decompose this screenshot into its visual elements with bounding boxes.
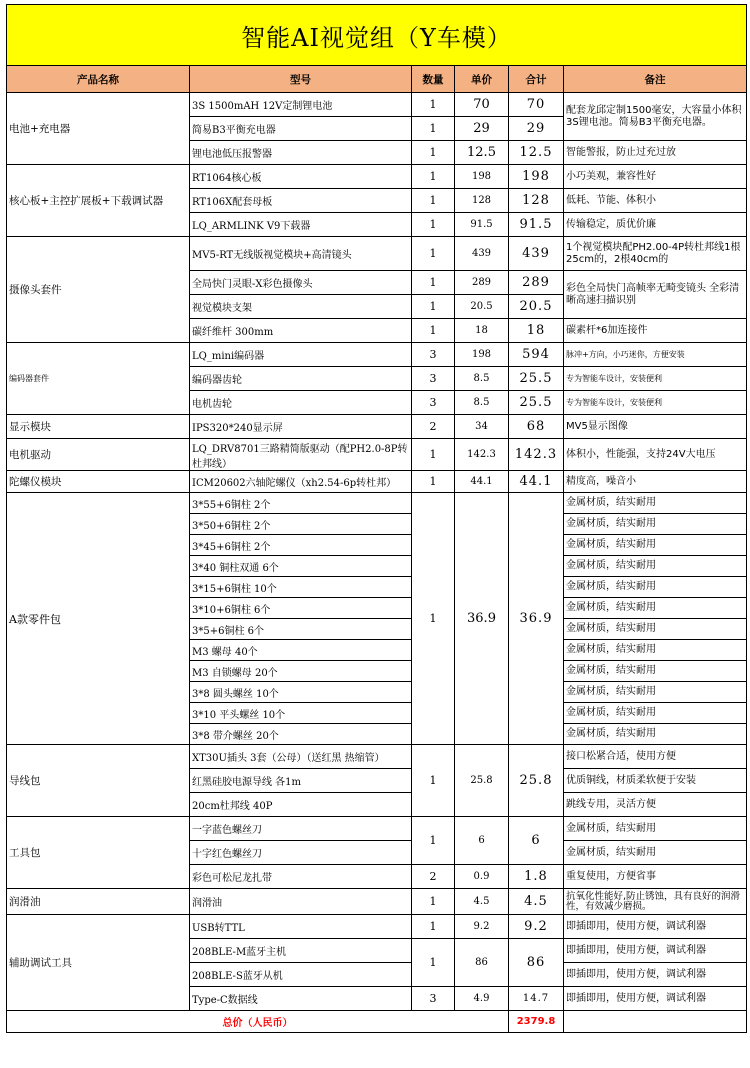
total-cell: 29 bbox=[509, 117, 564, 141]
total-row bbox=[7, 1011, 747, 1033]
model-cell: M3 自锁螺母 20个 bbox=[190, 661, 412, 682]
total-cell: 128 bbox=[509, 189, 564, 213]
total-cell: 68 bbox=[509, 415, 564, 439]
price-cell: 198 bbox=[455, 165, 509, 189]
model-cell: 红黑硅胶电源导线 各1m bbox=[190, 769, 412, 793]
total-cell: 25.5 bbox=[509, 367, 564, 391]
note-cell: 即插即用，使用方便，调试利器 bbox=[564, 915, 747, 939]
qty-cell: 1 bbox=[412, 295, 455, 319]
qty-cell: 1 bbox=[412, 93, 455, 117]
total-cell: 12.5 bbox=[509, 141, 564, 165]
price-cell: 128 bbox=[455, 189, 509, 213]
total-cell: 14.7 bbox=[509, 987, 564, 1011]
total-cell: 36.9 bbox=[509, 493, 564, 745]
model-cell: 3*10+6铜柱 6个 bbox=[190, 598, 412, 619]
note-cell: 金属材质，结实耐用 bbox=[564, 556, 747, 577]
table-row bbox=[7, 165, 747, 189]
total-cell: 1.8 bbox=[509, 865, 564, 889]
table-row bbox=[7, 439, 747, 471]
model-cell: LQ_ARMLINK V9下载器 bbox=[190, 213, 412, 237]
note-cell: 金属材质，结实耐用 bbox=[564, 817, 747, 841]
model-cell: 十字红色螺丝刀 bbox=[190, 841, 412, 865]
note-cell: 金属材质，结实耐用 bbox=[564, 493, 747, 514]
model-cell: MV5-RT无线版视觉模块+高清镜头 bbox=[190, 237, 412, 271]
grand-total: 2379.8 bbox=[509, 1011, 564, 1033]
table-row bbox=[7, 471, 747, 493]
total-cell: 25.5 bbox=[509, 391, 564, 415]
total-cell: 9.2 bbox=[509, 915, 564, 939]
total-cell: 91.5 bbox=[509, 213, 564, 237]
model-cell: LQ_mini编码器 bbox=[190, 343, 412, 367]
total-cell: 198 bbox=[509, 165, 564, 189]
note-cell: 1个视觉模块配PH2.00-4P转杜邦线1根25cm的，2根40cm的 bbox=[564, 237, 747, 271]
price-cell: 0.9 bbox=[455, 865, 509, 889]
qty-cell: 1 bbox=[412, 939, 455, 987]
col-header-note: 备注 bbox=[564, 66, 747, 93]
qty-cell: 1 bbox=[412, 471, 455, 493]
price-cell: 25.8 bbox=[455, 745, 509, 817]
page-title: 智能AI视觉组（Y车模） bbox=[7, 5, 747, 66]
model-cell: Type-C数据线 bbox=[190, 987, 412, 1011]
model-cell: 碳纤维杆 300mm bbox=[190, 319, 412, 343]
note-cell: 彩色全局快门高帧率无畸变镜头 全彩清晰高速扫描识别 bbox=[564, 271, 747, 319]
qty-cell: 1 bbox=[412, 915, 455, 939]
qty-cell: 2 bbox=[412, 865, 455, 889]
note-cell: 体积小，性能强，支持24V大电压 bbox=[564, 439, 747, 471]
note-cell: 金属材质，结实耐用 bbox=[564, 661, 747, 682]
product-name: 工具包 bbox=[7, 817, 190, 889]
table-row bbox=[7, 415, 747, 439]
model-cell: 锂电池低压报警器 bbox=[190, 141, 412, 165]
model-cell: 3*8 圆头螺丝 10个 bbox=[190, 682, 412, 703]
header-row bbox=[7, 66, 747, 93]
col-header-price: 单价 bbox=[455, 66, 509, 93]
price-cell: 44.1 bbox=[455, 471, 509, 493]
qty-cell: 1 bbox=[412, 319, 455, 343]
product-name: 润滑油 bbox=[7, 889, 190, 915]
model-cell: M3 螺母 40个 bbox=[190, 640, 412, 661]
qty-cell: 1 bbox=[412, 117, 455, 141]
note-cell: 专为智能车设计，安装便利 bbox=[564, 367, 747, 391]
note-cell: MV5显示图像 bbox=[564, 415, 747, 439]
model-cell: 3*8 带介螺丝 20个 bbox=[190, 724, 412, 745]
price-cell: 9.2 bbox=[455, 915, 509, 939]
product-name: 摄像头套件 bbox=[7, 237, 190, 343]
qty-cell: 1 bbox=[412, 745, 455, 817]
total-cell: 44.1 bbox=[509, 471, 564, 493]
model-cell: 彩色可松尼龙扎带 bbox=[190, 865, 412, 889]
price-cell: 439 bbox=[455, 237, 509, 271]
qty-cell: 1 bbox=[412, 493, 455, 745]
model-cell: 3*15+6铜柱 10个 bbox=[190, 577, 412, 598]
price-cell: 198 bbox=[455, 343, 509, 367]
model-cell: 3*10 平头螺丝 10个 bbox=[190, 703, 412, 724]
note-cell: 配套龙邱定制1500毫安，大容量小体积3S锂电池。简易B3平衡充电器。 bbox=[564, 93, 747, 141]
col-header-model: 型号 bbox=[190, 66, 412, 93]
note-cell: 金属材质，结实耐用 bbox=[564, 703, 747, 724]
model-cell: 208BLE-S蓝牙从机 bbox=[190, 963, 412, 987]
price-cell: 29 bbox=[455, 117, 509, 141]
note-cell: 金属材质，结实耐用 bbox=[564, 619, 747, 640]
qty-cell: 2 bbox=[412, 415, 455, 439]
product-name: 电机驱动 bbox=[7, 439, 190, 471]
note-cell: 重复使用，方便省事 bbox=[564, 865, 747, 889]
price-cell: 4.9 bbox=[455, 987, 509, 1011]
qty-cell: 3 bbox=[412, 367, 455, 391]
price-cell: 91.5 bbox=[455, 213, 509, 237]
note-cell: 金属材质，结实耐用 bbox=[564, 598, 747, 619]
product-name: 显示模块 bbox=[7, 415, 190, 439]
model-cell: ICM20602六轴陀螺仪（xh2.54-6p转杜邦） bbox=[190, 471, 412, 493]
total-cell: 289 bbox=[509, 271, 564, 295]
total-cell: 70 bbox=[509, 93, 564, 117]
qty-cell: 1 bbox=[412, 817, 455, 865]
model-cell: RT1064核心板 bbox=[190, 165, 412, 189]
note-cell: 精度高，噪音小 bbox=[564, 471, 747, 493]
product-name: 辅助调试工具 bbox=[7, 915, 190, 1011]
product-name: A款零件包 bbox=[7, 493, 190, 745]
total-cell: 6 bbox=[509, 817, 564, 865]
col-header-total: 合计 bbox=[509, 66, 564, 93]
model-cell: 3*40 铜柱双通 6个 bbox=[190, 556, 412, 577]
qty-cell: 3 bbox=[412, 343, 455, 367]
qty-cell: 1 bbox=[412, 141, 455, 165]
model-cell: 电机齿轮 bbox=[190, 391, 412, 415]
note-cell: 低耗、节能、体积小 bbox=[564, 189, 747, 213]
note-cell: 抗氧化性能好,防止锈蚀，具有良好的润滑性，有效减少磨损。 bbox=[564, 889, 747, 915]
qty-cell: 1 bbox=[412, 271, 455, 295]
price-cell: 34 bbox=[455, 415, 509, 439]
model-cell: 简易B3平衡充电器 bbox=[190, 117, 412, 141]
model-cell: 一字蓝色螺丝刀 bbox=[190, 817, 412, 841]
qty-cell: 1 bbox=[412, 237, 455, 271]
model-cell: 3*50+6铜柱 2个 bbox=[190, 514, 412, 535]
qty-cell: 1 bbox=[412, 189, 455, 213]
table-row bbox=[7, 343, 747, 367]
total-cell: 25.8 bbox=[509, 745, 564, 817]
total-cell: 142.3 bbox=[509, 439, 564, 471]
total-cell: 4.5 bbox=[509, 889, 564, 915]
table-row bbox=[7, 745, 747, 769]
model-cell: XT30U插头 3套（公母）（送红黑 热缩管） bbox=[190, 745, 412, 769]
note-cell: 金属材质，结实耐用 bbox=[564, 841, 747, 865]
price-cell: 8.5 bbox=[455, 367, 509, 391]
table-row bbox=[7, 237, 747, 271]
note-cell: 脉冲+方向，小巧迷你，方便安装 bbox=[564, 343, 747, 367]
model-cell: 3*5+6铜柱 6个 bbox=[190, 619, 412, 640]
price-cell: 142.3 bbox=[455, 439, 509, 471]
product-name: 陀螺仪模块 bbox=[7, 471, 190, 493]
qty-cell: 3 bbox=[412, 987, 455, 1011]
note-cell: 金属材质，结实耐用 bbox=[564, 640, 747, 661]
total-empty-cell bbox=[564, 1011, 747, 1033]
price-cell: 4.5 bbox=[455, 889, 509, 915]
qty-cell: 1 bbox=[412, 889, 455, 915]
note-cell: 金属材质，结实耐用 bbox=[564, 514, 747, 535]
product-name: 核心板+主控扩展板+下载调试器 bbox=[7, 165, 190, 237]
note-cell: 小巧美观，兼容性好 bbox=[564, 165, 747, 189]
col-header-name: 产品名称 bbox=[7, 66, 190, 93]
note-cell: 金属材质，结实耐用 bbox=[564, 577, 747, 598]
product-name: 导线包 bbox=[7, 745, 190, 817]
note-cell: 即插即用，使用方便，调试利器 bbox=[564, 963, 747, 987]
price-cell: 86 bbox=[455, 939, 509, 987]
model-cell: 208BLE-M蓝牙主机 bbox=[190, 939, 412, 963]
note-cell: 金属材质，结实耐用 bbox=[564, 682, 747, 703]
model-cell: 全局快门灵眼-X彩色摄像头 bbox=[190, 271, 412, 295]
note-cell: 智能警报，防止过充过放 bbox=[564, 141, 747, 165]
table-row bbox=[7, 915, 747, 939]
qty-cell: 1 bbox=[412, 165, 455, 189]
note-cell: 跳线专用，灵活方便 bbox=[564, 793, 747, 817]
note-cell: 接口松紧合适，使用方便 bbox=[564, 745, 747, 769]
price-cell: 18 bbox=[455, 319, 509, 343]
note-cell: 金属材质，结实耐用 bbox=[564, 535, 747, 556]
model-cell: 润滑油 bbox=[190, 889, 412, 915]
price-cell: 6 bbox=[455, 817, 509, 865]
total-cell: 18 bbox=[509, 319, 564, 343]
table-row bbox=[7, 817, 747, 841]
note-cell: 即插即用，使用方便，调试利器 bbox=[564, 987, 747, 1011]
model-cell: 视觉模块支架 bbox=[190, 295, 412, 319]
note-cell: 金属材质，结实耐用 bbox=[564, 724, 747, 745]
note-cell: 即插即用，使用方便，调试利器 bbox=[564, 939, 747, 963]
price-cell: 8.5 bbox=[455, 391, 509, 415]
qty-cell: 1 bbox=[412, 439, 455, 471]
note-cell: 碳素杆*6加连接件 bbox=[564, 319, 747, 343]
qty-cell: 1 bbox=[412, 213, 455, 237]
model-cell: IPS320*240显示屏 bbox=[190, 415, 412, 439]
price-cell: 70 bbox=[455, 93, 509, 117]
product-name: 电池+充电器 bbox=[7, 93, 190, 165]
table-row bbox=[7, 889, 747, 915]
price-cell: 20.5 bbox=[455, 295, 509, 319]
price-table bbox=[6, 4, 747, 1033]
total-cell: 594 bbox=[509, 343, 564, 367]
model-cell: LQ_DRV8701三路精简版驱动（配PH2.0-8P转杜邦线） bbox=[190, 439, 412, 471]
model-cell: 3*55+6铜柱 2个 bbox=[190, 493, 412, 514]
note-cell: 传输稳定，质优价廉 bbox=[564, 213, 747, 237]
price-cell: 36.9 bbox=[455, 493, 509, 745]
total-label: 总价（人民币） bbox=[7, 1011, 509, 1033]
note-cell: 专为智能车设计，安装便利 bbox=[564, 391, 747, 415]
model-cell: 3S 1500mAH 12V定制锂电池 bbox=[190, 93, 412, 117]
price-cell: 12.5 bbox=[455, 141, 509, 165]
product-name: 编码器套件 bbox=[7, 343, 190, 415]
table-row bbox=[7, 493, 747, 514]
total-cell: 20.5 bbox=[509, 295, 564, 319]
model-cell: 编码器齿轮 bbox=[190, 367, 412, 391]
model-cell: USB转TTL bbox=[190, 915, 412, 939]
model-cell: 3*45+6铜柱 2个 bbox=[190, 535, 412, 556]
table-row bbox=[7, 93, 747, 117]
qty-cell: 3 bbox=[412, 391, 455, 415]
note-cell: 优质铜线，材质柔软便于安装 bbox=[564, 769, 747, 793]
total-cell: 86 bbox=[509, 939, 564, 987]
model-cell: 20cm杜邦线 40P bbox=[190, 793, 412, 817]
total-cell: 439 bbox=[509, 237, 564, 271]
model-cell: RT106X配套母板 bbox=[190, 189, 412, 213]
price-cell: 289 bbox=[455, 271, 509, 295]
col-header-qty: 数量 bbox=[412, 66, 455, 93]
